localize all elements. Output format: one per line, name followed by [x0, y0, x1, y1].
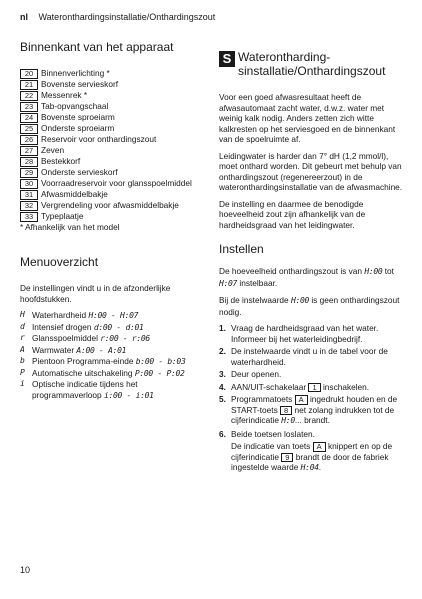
- part-label: Reservoir voor onthardingszout: [41, 134, 157, 144]
- paragraph-hardness: Leidingwater is harder dan 7° dH (1,2 mmol/l), moet onthard worden. Dit gebeurt met behulp van onthardingszout (regenereerzout) in de wateronthardingsinstallatie van de afwasmachine.: [219, 150, 403, 192]
- part-label: Typeplaatje: [41, 211, 84, 221]
- part-number: 25: [20, 124, 38, 134]
- steps-list: [219, 323, 405, 439]
- menu-item: [20, 356, 200, 368]
- part-label: Onderste sproeiarm: [41, 123, 115, 133]
- menu-code: r:00 - r:06: [100, 334, 150, 343]
- paragraph-soft-water: Voor een goed afwasresultaat heeft de afwasautomaat zacht water, d.w.z. water met weinig kalk nodig. Anders zetten zich witte kalkresten op het serviesgoed en de binnenkant van de spoelruimte af.: [219, 92, 396, 144]
- part-item: [20, 68, 200, 79]
- part-label: Vergrendeling voor afwasmiddelbakje: [41, 200, 179, 210]
- menu-symbol: d: [20, 321, 25, 331]
- parts-footnote: * Afhankelijk van het model: [20, 222, 120, 232]
- menu-symbol: i: [20, 379, 25, 388]
- part-number: 21: [20, 80, 38, 90]
- menu-label: Pientoon Programma-einde b:00 - b:03: [32, 356, 186, 366]
- part-item: [20, 79, 200, 90]
- menu-symbol: b: [20, 356, 25, 365]
- key-power: 1: [308, 383, 320, 393]
- part-number: 29: [20, 168, 38, 178]
- menu-symbol: P: [20, 367, 25, 377]
- step-2: 2. De instelwaarde vindt u in de tabel voor de waterhardheid.: [219, 346, 388, 367]
- part-label: Binnenverlichting *: [41, 68, 110, 78]
- part-item: [20, 178, 200, 189]
- part-label: Messenrek *: [41, 90, 88, 100]
- part-label: Onderste servieskorf: [41, 167, 118, 177]
- menu-code: i:00 - i:01: [103, 390, 154, 400]
- instellen-range: De hoeveelheid onthardingszout is van H:00 tot H:07 instelbaar.: [219, 266, 394, 288]
- menu-symbol: r: [20, 333, 25, 342]
- key-program-2: A: [313, 442, 326, 452]
- header-title: Wateronthardingsinstallatie/Onthardingszout: [38, 12, 216, 22]
- part-number: 20: [20, 69, 38, 79]
- key-program: A: [295, 395, 308, 405]
- part-number: 26: [20, 135, 38, 145]
- menu-label: Optische indicatie tijdens het programmaverloop i:00 - i:01: [32, 379, 154, 400]
- right-column: [219, 50, 405, 474]
- part-item: [20, 123, 200, 134]
- part-item: [20, 134, 200, 145]
- section-title-text: Wateronthardingsinstallatie/Onthardingszout: [238, 50, 386, 78]
- menu-symbol: H: [20, 310, 25, 319]
- part-number: 23: [20, 102, 38, 112]
- menu-item: [20, 368, 200, 380]
- part-label: Bestekkorf: [41, 156, 81, 166]
- parts-heading: Binnenkant van het apparaat: [20, 40, 174, 54]
- menu-code: A:00 - A:01: [76, 345, 127, 355]
- part-item: [20, 189, 200, 200]
- left-column: [20, 40, 200, 401]
- part-item: [20, 90, 200, 101]
- section-title: [219, 50, 405, 78]
- step-6-detail: De indicatie van toets A knippert en op de cijferindicatie 9 brandt de door de fabriek ingestelde waarde H:04.: [231, 441, 393, 472]
- paragraph-setting: De instelling en daarmee de benodigde hoeveelheid zout zijn afhankelijk van de hardheidsgraad van het leidingwater.: [219, 198, 366, 230]
- part-number: 31: [20, 190, 38, 200]
- menu-code: H:00 - H:07: [88, 311, 139, 320]
- part-number: 28: [20, 157, 38, 167]
- part-number: 22: [20, 91, 38, 101]
- part-item: [20, 101, 200, 112]
- part-number: 30: [20, 179, 38, 189]
- menu-intro: De instellingen vindt u in de afzonderlijke hoofdstukken.: [20, 283, 171, 304]
- menu-symbol: A: [20, 344, 25, 354]
- language-code: nl: [20, 12, 28, 22]
- menu-code: P:00 - P:02: [134, 368, 185, 378]
- part-item: [20, 156, 200, 167]
- menu-code: b:00 - b:03: [135, 357, 186, 366]
- step-3: 3. Deur openen.: [219, 369, 282, 379]
- part-number: 27: [20, 146, 38, 156]
- menu-code: d:00 - d:01: [93, 322, 144, 332]
- page-number: 10: [20, 565, 31, 575]
- menu-item: [20, 333, 200, 345]
- step-5: 5. Programmatoets A ingedrukt houden en de START-toets 8 net zolang indrukken tot de cijferindicatie H:0... brandt.: [219, 394, 398, 425]
- part-label: Bovenste servieskorf: [41, 79, 119, 89]
- part-item: [20, 112, 200, 123]
- part-item: [20, 211, 200, 222]
- menu-label: Glansspoelmiddel r:00 - r:06: [32, 333, 150, 343]
- menu-label: Waterhardheid H:00 - H:07: [32, 310, 139, 320]
- step-6: 6. Beide toetsen loslaten.: [219, 428, 315, 439]
- part-number: 33: [20, 212, 38, 222]
- parts-list: [20, 68, 200, 222]
- menu-label: Automatische uitschakeling P:00 - P:02: [32, 367, 185, 378]
- key-start: 8: [280, 406, 292, 416]
- part-label: Zeven: [41, 145, 65, 155]
- step-1: 1. Vraag de hardheidsgraad van het water. Informeer bij het waterleidingbedrijf.: [219, 323, 379, 344]
- part-number: 24: [20, 113, 38, 123]
- part-item: [20, 200, 200, 211]
- part-label: Tab-opvangschaal: [41, 101, 109, 111]
- menu-item: [20, 345, 200, 357]
- instellen-zero: Bij de instelwaarde H:00 is geen onthardingszout nodig.: [219, 295, 400, 317]
- menu-item: [20, 322, 200, 334]
- instellen-heading: Instellen: [219, 242, 264, 256]
- menu-item: [20, 379, 200, 401]
- salt-icon: S: [219, 51, 235, 67]
- part-item: [20, 167, 200, 178]
- step-4: 4. AAN/UIT-schakelaar 1 inschakelen.: [219, 381, 370, 392]
- part-number: 32: [20, 201, 38, 211]
- menu-label: Warmwater A:00 - A:01: [32, 344, 127, 355]
- menu-list: [20, 310, 200, 401]
- part-label: Afwasmiddelbakje: [41, 189, 108, 199]
- page-header: [20, 12, 215, 22]
- menu-item: [20, 310, 200, 322]
- part-label: Bovenste sproeiarm: [41, 112, 115, 122]
- menu-heading: Menuoverzicht: [20, 255, 99, 269]
- part-label: Voorraadreservoir voor glansspoelmiddel: [41, 178, 192, 188]
- part-item: [20, 145, 200, 156]
- key-display: 9: [281, 453, 293, 463]
- menu-label: Intensief drogen d:00 - d:01: [32, 321, 144, 332]
